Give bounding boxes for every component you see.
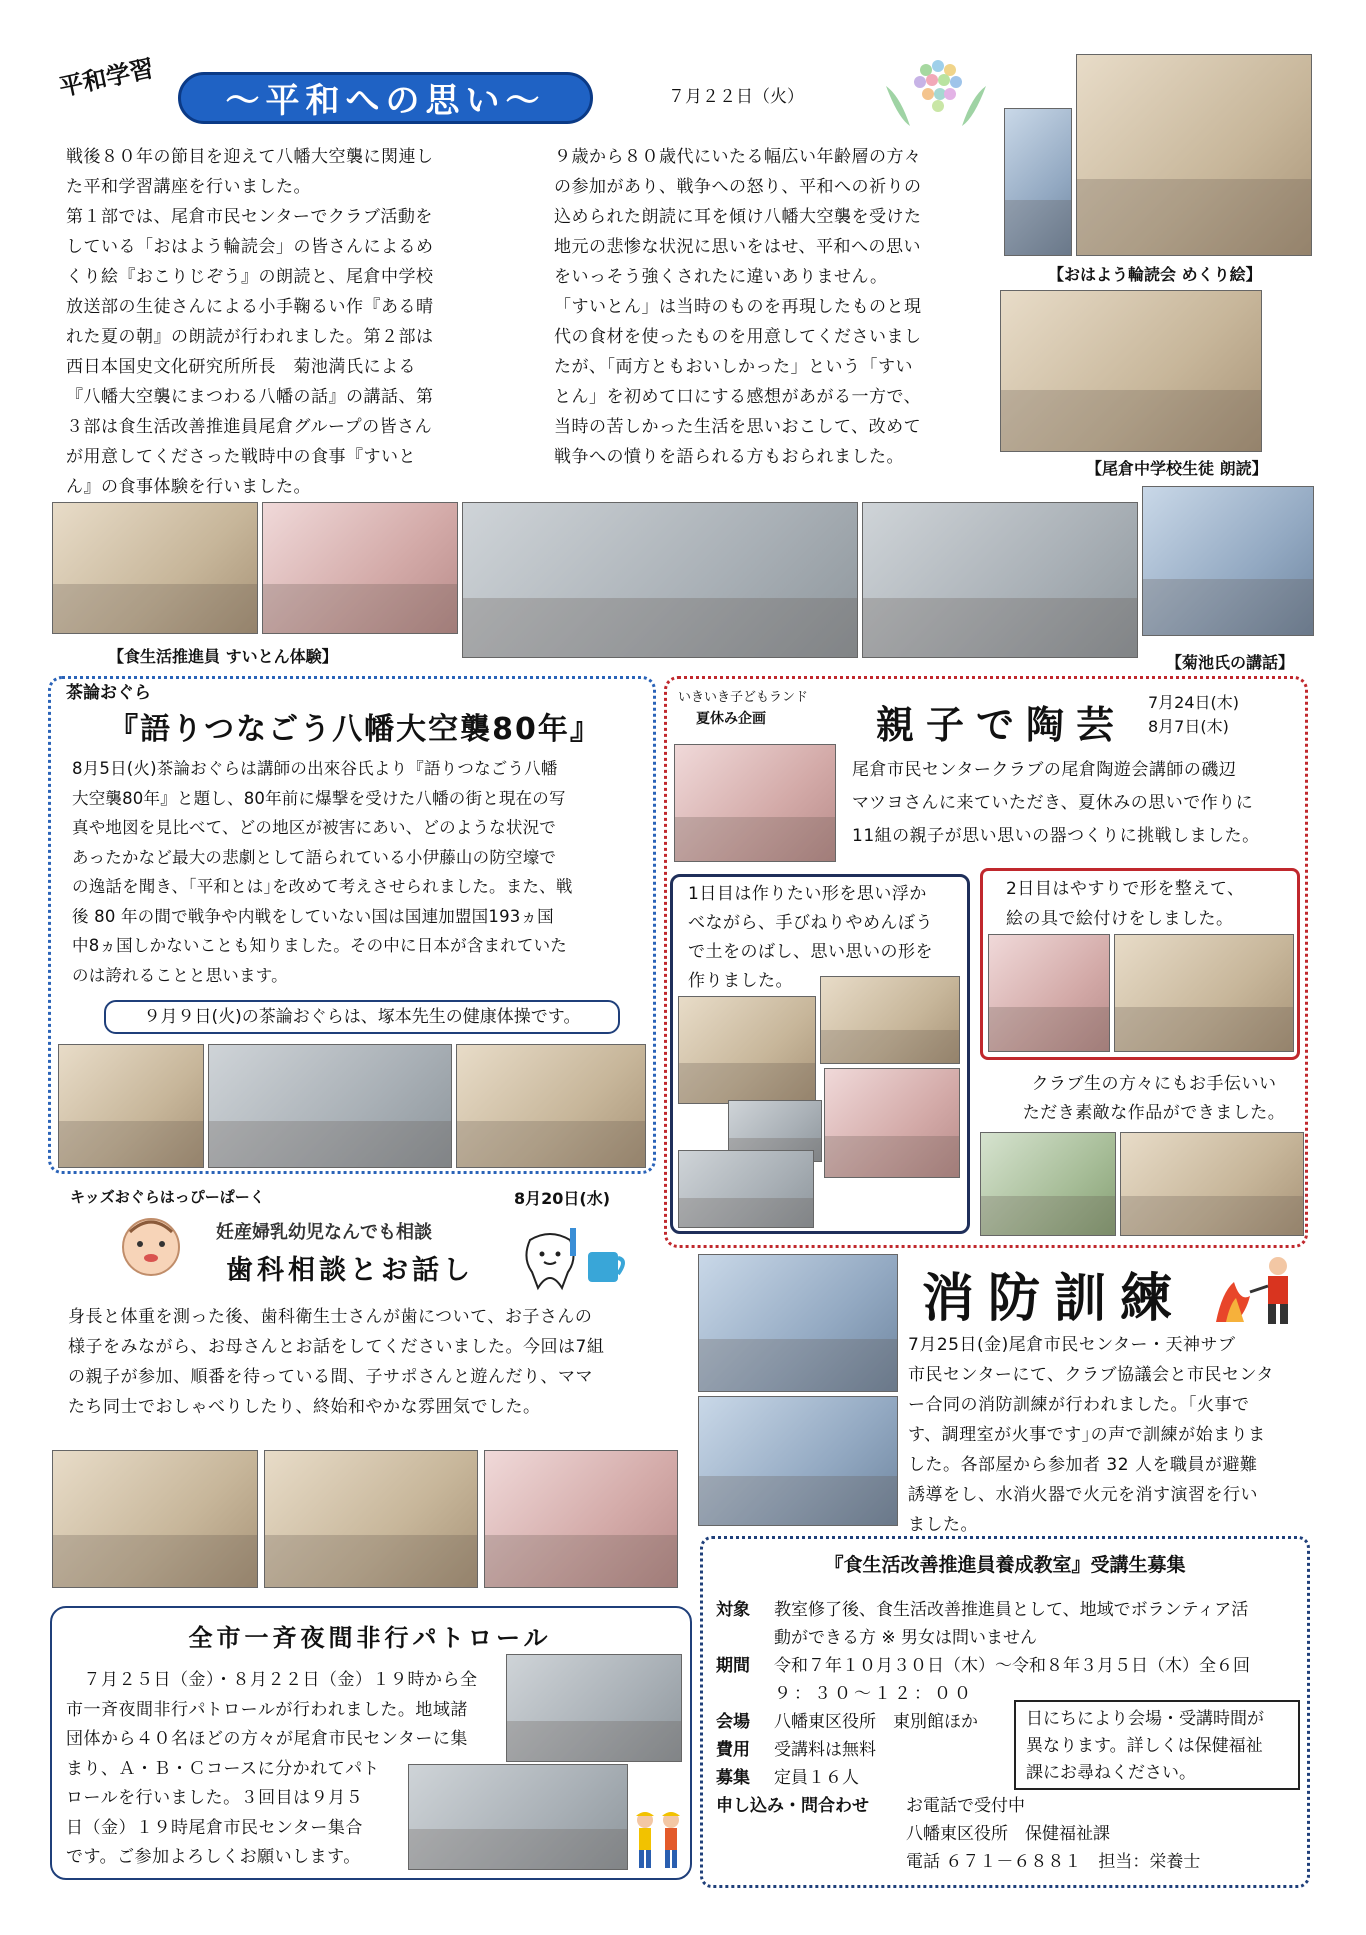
- salon-line: 大空襲80年』と題し、80年前に爆撃を受けた八幡の街と現在の写: [72, 788, 566, 808]
- recruit-key: 対象: [716, 1600, 750, 1620]
- recruit-value: 定員１６人: [774, 1768, 859, 1788]
- photo-dental-1: [52, 1450, 258, 1588]
- photo-reading-stage: [1004, 108, 1072, 256]
- pottery-day1-line: べながら、手びねりやめんぼう: [688, 913, 933, 933]
- peace-col1-line: 『八幡大空襲にまつわる八幡の話』の講話、第: [66, 387, 434, 407]
- photo-kikuchi-lecture: [1142, 486, 1314, 636]
- peace-title: ～平和への思い～: [178, 72, 593, 124]
- photo-reading-stage-wide: [1076, 54, 1312, 256]
- pottery-intro-line: 尾倉市民センタークラブの尾倉陶遊会講師の磯辺: [852, 760, 1237, 780]
- pottery-date-1: 7月24日(木): [1148, 693, 1240, 712]
- patrol-line: ７月２５日（金）・８月２２日（金）１９時から全: [66, 1670, 478, 1690]
- dental-date: 8月20日(水): [514, 1189, 611, 1208]
- photo-patrol-1: [506, 1654, 682, 1762]
- photo-suiton-3: [462, 502, 858, 658]
- dental-line: の親子が参加、順番を待っている間、子サポさんと遊んだり、ママ: [68, 1367, 593, 1387]
- dove-heart-icon: [880, 56, 992, 142]
- photo-pottery-day2-a: [988, 934, 1110, 1052]
- peace-column-2: [554, 142, 984, 472]
- peace-col2-line: をいっそう強くされたに違いありません。: [554, 267, 888, 287]
- photo-pottery-day1-b: [678, 996, 816, 1104]
- recruit-note-line: 日にちにより会場・受講時間が: [1026, 1709, 1264, 1729]
- patrol-title: 全市一斉夜間非行パトロール: [188, 1624, 552, 1652]
- photo-pottery-day1-e: [678, 1150, 814, 1228]
- photo-patrol-2: [408, 1764, 628, 1870]
- recruit-note-line: 課にお尋ねください。: [1026, 1763, 1196, 1783]
- fire-line: す、調理室が火事です｣の声で訓練が始まりま: [908, 1425, 1266, 1445]
- pottery-day1-line: で土をのばし、思い思いの形を: [688, 942, 933, 962]
- peace-col1-line: 放送部の生徒さんによる小手鞠るい作『ある晴: [66, 297, 434, 317]
- photo-pottery-day1-a: [820, 976, 960, 1064]
- baby-icon: [116, 1212, 186, 1282]
- salon-line: 中8ヵ国しかないことも知りました。その中に日本が含まれていた: [72, 936, 567, 955]
- photo-fire-drill-1: [698, 1254, 898, 1392]
- pottery-club-line: ただき素敵な作品ができました。: [1022, 1103, 1286, 1123]
- patrol-line: ロールを行いました。３回目は９月５: [66, 1788, 364, 1808]
- recruit-phone: [716, 1848, 1306, 1876]
- recruit-key: [716, 1624, 774, 1652]
- dental-line: 様子をみながら、お母さんとお話をしてくださいました。今回は7組: [68, 1337, 605, 1357]
- recruit-key: 会場: [716, 1712, 750, 1732]
- recruit-row-period: [716, 1652, 1306, 1680]
- recruit-row-target-cont: [716, 1624, 1306, 1652]
- caption-rindokukai: 【おはよう輪読会 めくり絵】: [1048, 265, 1262, 284]
- recruit-key: 期間: [716, 1656, 750, 1676]
- recruit-office: [716, 1820, 1306, 1848]
- recruit-value: 八幡東区役所 東別館ほか: [774, 1712, 978, 1732]
- peace-col2-line: たが、「両方ともおいしかった」という「すい: [554, 357, 913, 377]
- cup-icon: [586, 1248, 630, 1284]
- photo-dental-2: [264, 1450, 478, 1588]
- caption-kikuchi: 【菊池氏の講話】: [1166, 653, 1295, 672]
- peace-col1-line: 西日本国史文化研究所所長 菊池満氏による: [66, 357, 416, 377]
- patrol-line: 市一斉夜間非行パトロールが行われました。地域諸: [66, 1699, 468, 1720]
- pottery-day2-line: 2日目はやすりで形を整えて、: [1006, 879, 1245, 899]
- pottery-intro: [852, 754, 1302, 853]
- peace-col1-line: 戦後８０年の節目を迎えて八幡大空襲に関連し: [66, 147, 434, 167]
- photo-salon-map: [456, 1044, 646, 1168]
- pottery-label-2: 夏休み企画: [696, 711, 766, 727]
- tooth-icon: [520, 1228, 580, 1292]
- patrol-kids-icon: [630, 1808, 686, 1870]
- recruit-apply-value: お電話で受付中: [906, 1796, 1025, 1816]
- fire-line: ました。: [908, 1515, 978, 1535]
- salon-title: 『語りつなごう八幡大空襲80年』: [108, 712, 602, 747]
- peace-col2-line: 戦争への憤りを語られる方もおられました。: [554, 447, 904, 467]
- salon-line: の逸話を聞き、｢平和とは｣を改めて考えさせられました。また、戦: [72, 877, 573, 896]
- peace-col1-line: 第１部では、尾倉市民センターでクラブ活動を: [66, 207, 433, 227]
- recruit-row-apply: [716, 1792, 1306, 1820]
- fire-fighter-icon: [1206, 1252, 1298, 1326]
- peace-col1-line: くり絵『おこりじぞう』の朗読と、尾倉中学校: [66, 267, 434, 287]
- photo-suiton-2: [262, 502, 458, 634]
- pottery-date-2: 8月7日(木): [1148, 717, 1229, 736]
- photo-pottery-works-a: [980, 1132, 1116, 1236]
- recruit-key: [716, 1680, 774, 1708]
- patrol-line: 団体から４０名ほどの方々が尾倉市民センターに集: [66, 1729, 468, 1749]
- recruit-phone-text: 電話 ６７１－６８８１ 担当：栄養士: [906, 1852, 1201, 1872]
- peace-col2-line: 地元の悲惨な状況に思いをはせ、平和への思い: [554, 237, 921, 257]
- peace-col2-line: 当時の苦しかった生活を思いおこして、改めて: [554, 417, 922, 437]
- peace-col2-line: 込められた朗読に耳を傾け八幡大空襲を受けた: [554, 207, 922, 227]
- photo-suiton-4: [862, 502, 1138, 658]
- patrol-line: です。ご参加よろしくお願いします。: [66, 1847, 361, 1867]
- peace-col1-line: た平和学習講座を行いました。: [66, 177, 311, 197]
- pottery-label-1: いきいき子どもランド: [678, 690, 809, 705]
- peace-col1-line: れた夏の朝』の朗読が行われました。第２部は: [66, 327, 434, 347]
- peace-column-1: [66, 142, 496, 502]
- recruit-value: 教室修了後、食生活改善推進員として、地域でボランティア活: [774, 1600, 1249, 1620]
- dental-label: キッズおぐらはっぴーぱーく: [70, 1188, 265, 1206]
- peace-col2-line: 代の食材を使ったものを用意してくださいまし: [554, 327, 922, 347]
- fire-line: 7月25日(金)尾倉市民センター・天神サブ: [908, 1335, 1236, 1355]
- peace-col1-line: ３部は食生活改善推進員尾倉グループの皆さん: [66, 417, 433, 437]
- pottery-day2-line: 絵の具で絵付けをしました。: [1006, 909, 1234, 929]
- photo-fire-drill-2: [698, 1396, 898, 1526]
- photo-dental-3: [484, 1450, 678, 1588]
- peace-col2-line: ９歳から８０歳代にいたる幅広い年齢層の方々: [554, 147, 922, 167]
- peace-date: ７月２２日（火）: [668, 87, 804, 107]
- recruit-title: 『食生活改善推進員養成教室』受講生募集: [824, 1554, 1186, 1576]
- pottery-club-text: [1004, 1070, 1304, 1128]
- pottery-title: 親子で陶芸: [876, 703, 1127, 747]
- photo-junior-high-reading: [1000, 290, 1262, 452]
- recruit-note-box: [1014, 1700, 1300, 1790]
- pottery-day2-text: [1006, 874, 1296, 934]
- photo-salon-speaker: [58, 1044, 204, 1168]
- peace-col1-line: している「おはよう輪読会」の皆さんによるめ: [66, 237, 434, 257]
- salon-next-notice: ９月９日(火)の茶論おぐらは、塚本先生の健康体操です。: [104, 1000, 620, 1034]
- recruit-note-line: 異なります。詳しくは保健福祉: [1026, 1736, 1263, 1756]
- pottery-intro-line: マツヨさんに来ていただき、夏休みの思いで作りに: [852, 793, 1254, 813]
- caption-suiton: 【食生活推進員 すいとん体験】: [108, 647, 338, 666]
- salon-line: あったかなど最大の悲劇として語られている小伊藤山の防空壕で: [72, 847, 557, 867]
- dental-line: 身長と体重を測った後、歯科衛生士さんが歯について、お子さんの: [68, 1307, 593, 1327]
- fire-line: ー合同の消防訓練が行われました。｢火事で: [908, 1395, 1250, 1415]
- pottery-intro-line: 11組の親子が思い思いの器つくりに挑戦しました。: [852, 826, 1260, 846]
- dental-line: たち同士でおしゃべりしたり、終始和やかな雰囲気でした。: [68, 1397, 541, 1417]
- photo-pottery-day1-d: [824, 1068, 960, 1178]
- photo-pottery-teacher: [674, 744, 836, 862]
- salon-body: [72, 754, 652, 990]
- caption-junior-high: 【尾倉中学校生徒 朗読】: [1086, 459, 1268, 478]
- peace-col1-line: が用意してくださった戦時中の食事『すいと: [66, 447, 416, 467]
- fire-line: 誘導をし、水消火器で火元を消す演習を行い: [908, 1485, 1258, 1505]
- salon-line: のは誇れることと思います。: [72, 965, 288, 985]
- dental-body: [68, 1302, 668, 1422]
- peace-col2-line: の参加があり、戦争への怒り、平和への祈りの: [554, 177, 922, 197]
- pottery-day1-line: 1日目は作りたい形を思い浮か: [688, 884, 927, 904]
- recruit-apply-key: 申し込み・問合わせ: [716, 1796, 869, 1816]
- fire-line: した。各部屋から参加者 32 人を職員が避難: [908, 1455, 1258, 1475]
- salon-line: 8月5日(火)茶論おぐらは講師の出來谷氏より『語りつなごう八幡: [72, 759, 558, 778]
- dental-subtitle: 妊産婦乳幼児なんでも相談: [216, 1222, 432, 1243]
- patrol-line: まり、Ａ・Ｂ・Ｃコースに分かれてパト: [66, 1758, 380, 1779]
- photo-salon-hall: [208, 1044, 452, 1168]
- peace-col1-line: ん』の食事体験を行いました。: [66, 477, 311, 497]
- recruit-office-text: 八幡東区役所 保健福祉課: [906, 1824, 1110, 1844]
- peace-col2-line: 「すいとん」は当時のものを再現したものと現: [554, 297, 922, 317]
- peace-tag: 平和学習: [56, 53, 157, 102]
- recruit-value: ９：３０～１２：００: [774, 1684, 974, 1704]
- fire-drill-body: [908, 1330, 1310, 1540]
- fire-drill-title: 消防訓練: [922, 1269, 1187, 1329]
- patrol-line: 日（金）１９時尾倉市民センター集合: [66, 1817, 363, 1838]
- photo-suiton-1: [52, 502, 258, 634]
- recruit-value: 受講料は無料: [774, 1740, 876, 1760]
- salon-line: 後 80 年の間で戦争や内戦をしていない国は国連加盟国193ヵ国: [72, 906, 554, 926]
- pottery-day1-line: 作りました。: [688, 971, 793, 991]
- fire-line: 市民センターにて、クラブ協議会と市民センタ: [908, 1365, 1274, 1385]
- salon-label: 茶論おぐら: [66, 683, 151, 703]
- recruit-value: 令和７年１０月３０日（木）～令和８年３月５日（木）全６回: [774, 1656, 1250, 1676]
- photo-pottery-works-b: [1120, 1132, 1304, 1236]
- salon-line: 真や地図を見比べて、どの地区が被害にあい、どのような状況で: [72, 818, 556, 837]
- recruit-value: 動ができる方 ※ 男女は問いません: [774, 1628, 1038, 1648]
- recruit-row-target: [716, 1596, 1306, 1624]
- recruit-key: 募集: [716, 1768, 750, 1788]
- pottery-club-line: クラブ生の方々にもお手伝いい: [1031, 1074, 1277, 1094]
- dental-title: 歯科相談とお話し: [226, 1255, 474, 1286]
- photo-pottery-day2-b: [1114, 934, 1294, 1052]
- peace-col2-line: とん」を初めて口にする感想があがる一方で、: [554, 387, 922, 407]
- recruit-key: 費用: [716, 1740, 750, 1760]
